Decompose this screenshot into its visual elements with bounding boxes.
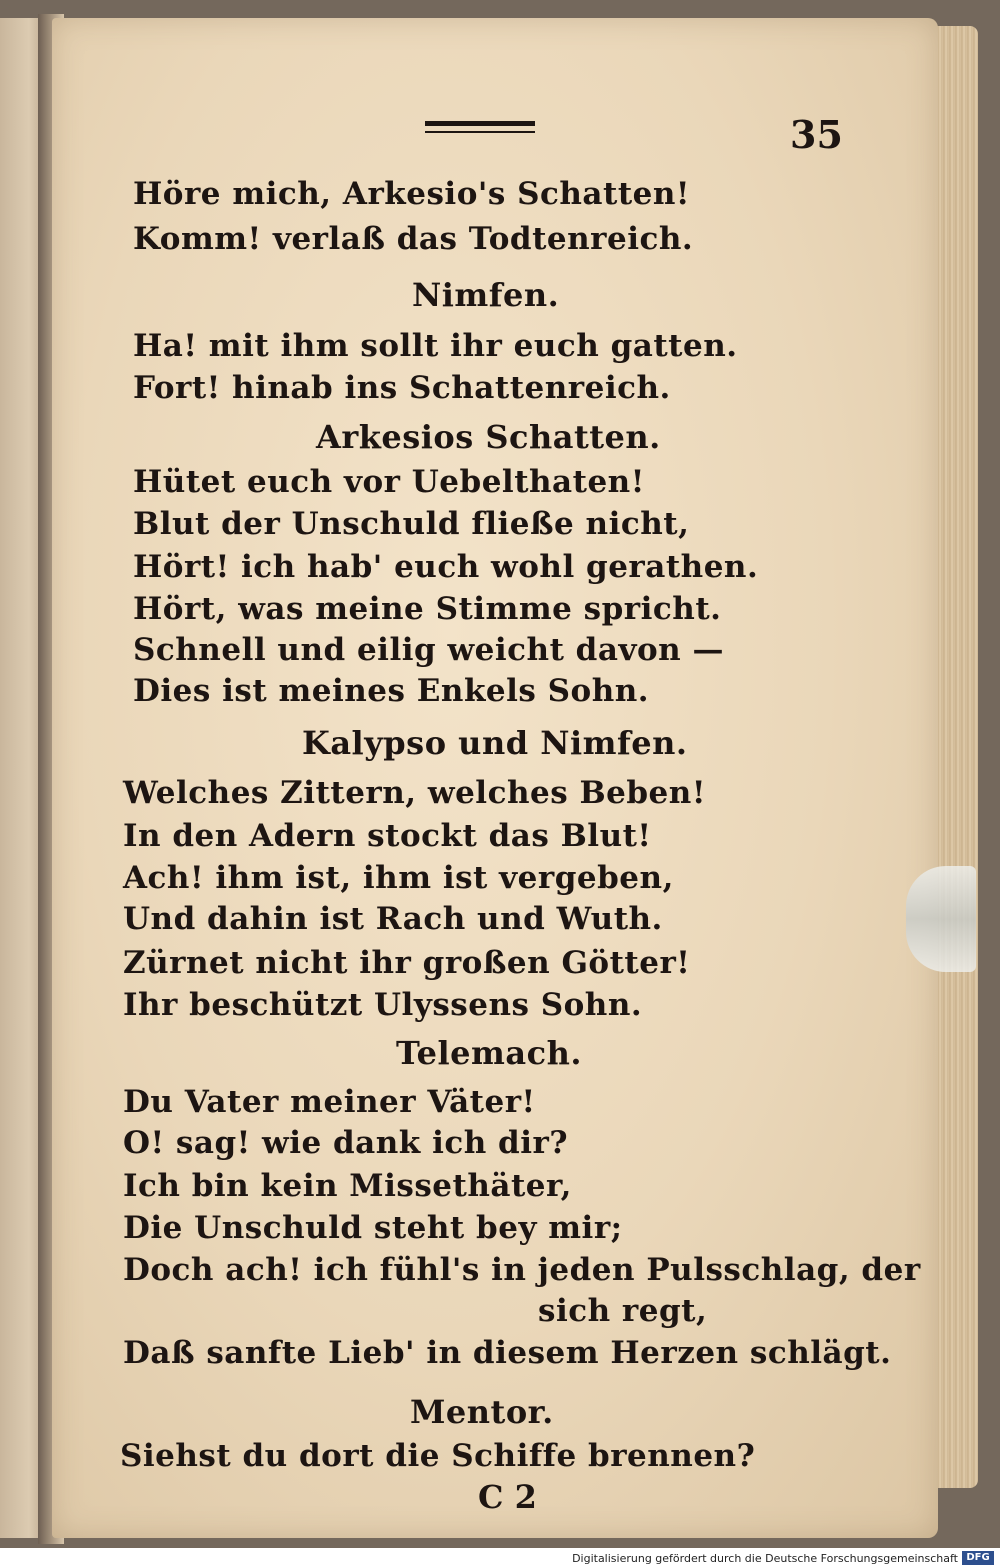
verse-line: Ich bin kein Missethäter, [123,1168,572,1204]
speaker-name: Telemach. [396,1034,582,1072]
verse-line: Hört! ich hab' euch wohl gerathen. [133,549,759,585]
verse-line: Hört, was meine Stimme spricht. [133,591,722,627]
footer-credit: Digitalisierung gefördert durch die Deutsche Forschungsgemeinschaft [572,1552,958,1565]
verse-line: Du Vater meiner Väter! [123,1084,536,1120]
verse-line: Doch ach! ich fühl's in jeden Pulsschlag, der [123,1252,921,1288]
verse-line: Welches Zittern, welches Beben! [123,775,706,811]
verse-line: Ach! ihm ist, ihm ist vergeben, [123,860,674,896]
verse-line: Komm! verlaß das Todtenreich. [133,221,694,257]
page-number: 35 [790,112,843,157]
verse-line: Ha! mit ihm sollt ihr euch gatten. [133,328,738,364]
page-clip [906,866,976,972]
verse-continuation: sich regt, [538,1293,708,1329]
speaker-name: Kalypso und Nimfen. [302,724,688,762]
verse-line: Blut der Unschuld fließe nicht, [133,506,690,542]
page-block-edge [936,26,978,1488]
verse-line: Die Unschuld steht bey mir; [123,1210,623,1246]
verse-line: Zürnet nicht ihr großen Götter! [123,945,691,981]
verse-line: Dies ist meines Enkels Sohn. [133,673,650,709]
speaker-name: Arkesios Schatten. [316,418,661,456]
dfg-logo: DFG [962,1551,994,1565]
verse-line: Schnell und eilig weicht davon — [133,632,724,668]
verse-line: In den Adern stockt das Blut! [123,818,652,854]
verse-line: Und dahin ist Rach und Wuth. [123,901,663,937]
speaker-name: Nimfen. [412,276,560,314]
verse-line: Fort! hinab ins Schattenreich. [133,370,671,406]
verse-line: Hütet euch vor Uebelthaten! [133,464,645,500]
speaker-name: Mentor. [410,1393,554,1431]
verse-line: Daß sanfte Lieb' in diesem Herzen schlägt. [123,1335,892,1371]
signature-mark: C 2 [478,1478,537,1516]
verse-line: Ihr beschützt Ulyssens Sohn. [123,987,643,1023]
verse-line: O! sag! wie dank ich dir? [123,1125,569,1161]
header-rule [425,121,535,133]
verse-line: Siehst du dort die Schiffe brennen? [120,1438,756,1474]
verse-line: Höre mich, Arkesio's Schatten! [133,176,691,212]
